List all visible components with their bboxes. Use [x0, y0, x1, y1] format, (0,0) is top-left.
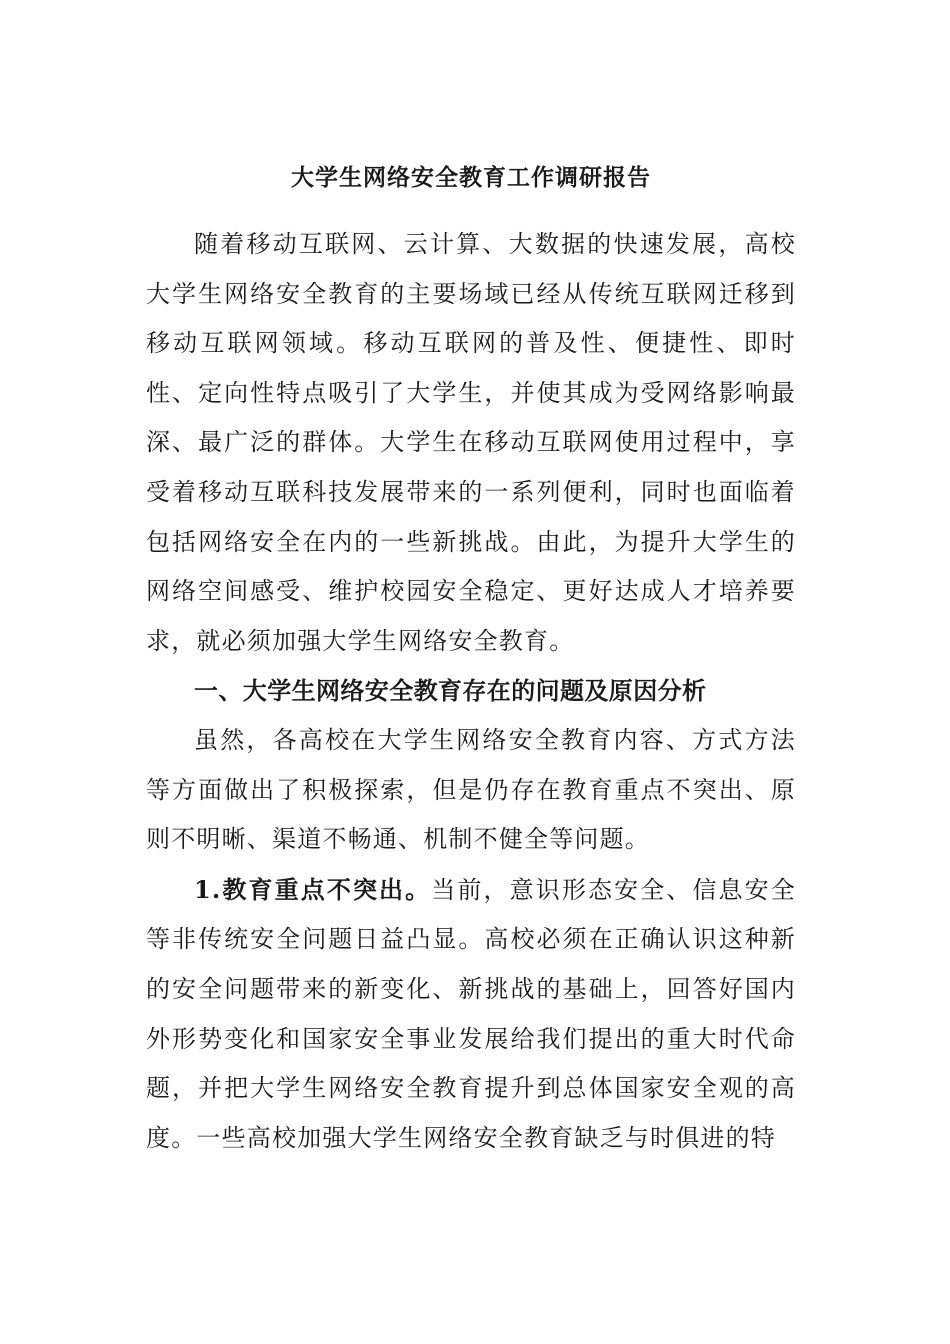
section-heading-1: 一、大学生网络安全教育存在的问题及原因分析 [194, 676, 707, 706]
section-1-paragraph: 虽然，各高校在大学生网络安全教育内容、方式方法等方面做出了积极探索，但是仍存在教育重点不突出、原则不明晰、渠道不畅通、机制不健全等问题。 [146, 725, 796, 854]
document-title: 大学生网络安全教育工作调研报告 [291, 164, 651, 191]
point-1-paragraph [146, 865, 796, 1164]
document-page [146, 150, 796, 1163]
intro-paragraph: 随着移动互联网、云计算、大数据的快速发展，高校大学生网络安全教育的主要场域已经从传统互联网迁移到移动互联网领域。移动互联网的普及性、便捷性、即时性、定向性特点吸引了大学生，并使其成为受网络影响最深、最广泛的群体。大学生在移动互联网使用过程中，享受着移动互联科技发展带来的一系列便利，同时也面临着包括网络安全在内的一些新挑战。由此，为提升大学生的网络空间感受、维护校园安全稳定、更好达成人才培养要求，就必须加强大学生网络安全教育。 [146, 230, 796, 655]
point-1-lead: 1.教育重点不突出。 [194, 874, 432, 904]
point-1-text: 当前，意识形态安全、信息安全等非传统安全问题日益凸显。高校必须在正确认识这种新的安全问题带来的新变化、新挑战的基础上，回答好国内外形势变化和国家安全事业发展给我们提出的重大时代命题，并把大学生网络安全教育提升到总体国家安全观的高度。一些高校加强大学生网络安全教育缺乏与时俱进的特 [146, 875, 796, 1152]
